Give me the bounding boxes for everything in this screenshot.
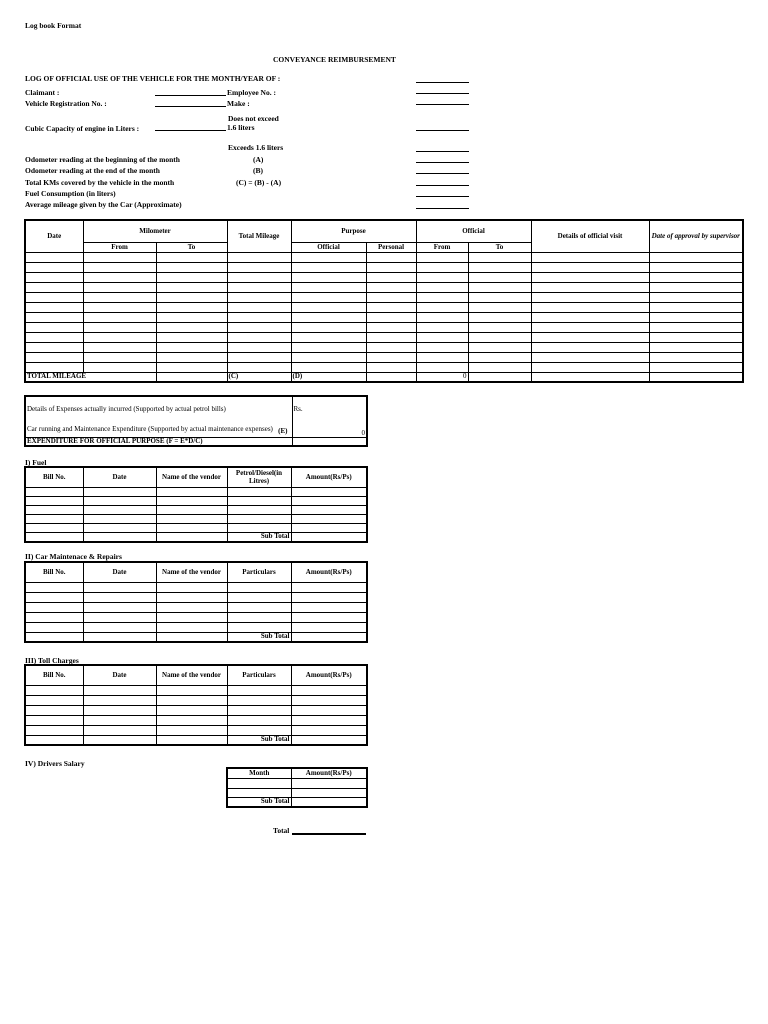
make-label: Make : [227, 99, 250, 108]
employee-no-label: Employee No. : [227, 88, 276, 97]
col-milometer: Milometer [83, 220, 227, 242]
col-to2: To [468, 242, 531, 252]
salary-table [226, 767, 368, 808]
total-mileage-row [25, 372, 743, 382]
claimant-label: Claimant : [25, 88, 60, 97]
total-zero: 0 [416, 372, 468, 382]
repairs-col-date: Date [83, 562, 156, 582]
odometer-end-label: Odometer reading at the end of the month [25, 166, 160, 175]
fuel-title: I) Fuel [25, 458, 47, 467]
exceeds-line[interactable] [416, 151, 469, 152]
fuel-subtotal-label: Sub Total [227, 532, 291, 542]
col-official: Official [416, 220, 531, 242]
salary-col-amount: Amount(Rs/Ps) [291, 768, 367, 778]
repairs-title: II) Car Maintenace & Repairs [25, 552, 122, 561]
salary-title: IV) Drivers Salary [25, 759, 85, 768]
total-line[interactable] [292, 833, 366, 835]
toll-col-vendor: Name of the vendor [156, 665, 227, 685]
cubic-line[interactable] [155, 130, 226, 131]
log-heading: LOG OF OFFICIAL USE OF THE VEHICLE FOR THE MONTH/YEAR OF : [25, 74, 281, 83]
expenses-row3: EXPENDITURE FOR OFFICIAL PURPOSE (F = E*D/C) [25, 437, 292, 446]
odometer-begin-code: (A) [253, 155, 264, 164]
repairs-subtotal-value[interactable] [291, 632, 367, 642]
fuel-rows[interactable] [25, 487, 367, 532]
fuel-col-date: Date [83, 467, 156, 487]
toll-title: III) Toll Charges [25, 656, 79, 665]
repairs-col-bill: Bill No. [25, 562, 83, 582]
month-year-line[interactable] [416, 82, 469, 83]
odometer-end-code: (B) [253, 166, 263, 175]
toll-rows[interactable] [25, 685, 367, 735]
expenses-row1: Details of Expenses actually incurred (Supported by actual petrol bills) [25, 396, 292, 421]
fuel-col-amount: Amount(Rs/Ps) [291, 467, 367, 487]
not-exceed-value: 1.6 liters [227, 123, 255, 132]
salary-subtotal-label: Sub Total [227, 797, 291, 807]
odometer-begin-line[interactable] [416, 162, 469, 163]
total-kms-label: Total KMs covered by the vehicle in the month [25, 178, 175, 187]
repairs-col-amount: Amount(Rs/Ps) [291, 562, 367, 582]
col-from2: From [416, 242, 468, 252]
col-personal: Personal [366, 242, 416, 252]
expenses-zero[interactable]: 0 [292, 421, 367, 437]
vehicle-reg-line[interactable] [155, 106, 226, 107]
expenses-table [24, 395, 368, 447]
salary-subtotal-value[interactable] [291, 797, 367, 807]
main-title: CONVEYANCE REIMBURSEMENT [273, 55, 396, 64]
col-approval: Date of approval by supervisor [649, 220, 743, 252]
salary-col-month: Month [227, 768, 291, 778]
code-e: (E) [278, 427, 288, 435]
make-line[interactable] [416, 104, 469, 105]
total-mileage-label: TOTAL MILEAGE [25, 372, 156, 382]
toll-table [24, 664, 368, 746]
cubic-label: Cubic Capacity of engine in Liters : [25, 124, 140, 133]
repairs-table [24, 561, 368, 643]
repairs-rows[interactable] [25, 582, 367, 632]
fuel-table [24, 466, 368, 543]
total-kms-code: (C) = (B) - (A) [236, 178, 282, 187]
expenses-row2: Car running and Maintenance Expenditure (Supported by actual maintenance expenses) [27, 424, 273, 433]
fuel-col-vendor: Name of the vendor [156, 467, 227, 487]
salary-rows[interactable] [227, 778, 367, 797]
exceeds-label: Exceeds 1.6 liters [228, 143, 284, 152]
toll-col-date: Date [83, 665, 156, 685]
fuel-col-litres: Petrol/Diesel(in Litres) [227, 467, 291, 487]
fuel-consumption-label: Fuel Consumption (in liters) [25, 189, 116, 198]
col-date: Date [25, 220, 83, 252]
vehicle-reg-label: Vehicle Registration No. : [25, 99, 107, 108]
repairs-col-vendor: Name of the vendor [156, 562, 227, 582]
avg-mileage-line[interactable] [416, 208, 469, 209]
total-label: Total [273, 826, 290, 835]
fuel-consumption-line[interactable] [416, 196, 469, 197]
employee-no-line[interactable] [416, 93, 469, 94]
col-purpose: Purpose [291, 220, 416, 242]
total-kms-line[interactable] [416, 185, 469, 186]
col-total-mileage: Total Mileage [227, 220, 291, 252]
not-exceed-line[interactable] [416, 130, 469, 131]
col-official-sub: Official [291, 242, 366, 252]
code-c: (C) [227, 372, 291, 382]
repairs-col-particulars: Particulars [227, 562, 291, 582]
col-to: To [156, 242, 227, 252]
toll-col-particulars: Particulars [227, 665, 291, 685]
log-table [24, 219, 744, 383]
toll-col-amount: Amount(Rs/Ps) [291, 665, 367, 685]
expenses-row2-cell [25, 421, 292, 437]
not-exceed-label: Does not exceed [228, 114, 279, 123]
repairs-subtotal-label: Sub Total [227, 632, 291, 642]
col-from: From [83, 242, 156, 252]
odometer-end-line[interactable] [416, 173, 469, 174]
claimant-line[interactable] [155, 95, 226, 96]
doc-title: Log book Format [25, 21, 82, 30]
avg-mileage-label: Average mileage given by the Car (Approximate) [25, 200, 182, 209]
expenses-rs: Rs. [292, 396, 367, 421]
log-rows[interactable] [25, 252, 743, 372]
col-details: Details of official visit [531, 220, 649, 252]
toll-subtotal-label: Sub Total [227, 735, 291, 745]
fuel-subtotal-value[interactable] [291, 532, 367, 542]
fuel-col-bill: Bill No. [25, 467, 83, 487]
odometer-begin-label: Odometer reading at the beginning of the month [25, 155, 180, 164]
toll-subtotal-value[interactable] [291, 735, 367, 745]
toll-col-bill: Bill No. [25, 665, 83, 685]
code-d: (D) [291, 372, 366, 382]
